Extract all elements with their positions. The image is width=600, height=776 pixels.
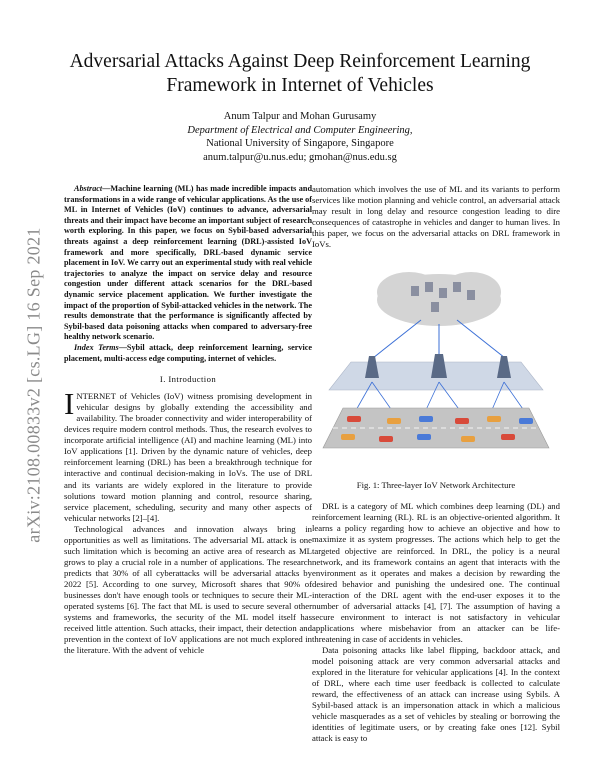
figure-caption: Fig. 1: Three-layer IoV Network Architecture [356, 480, 516, 491]
figure-1 [312, 262, 560, 491]
dropcap: I [64, 386, 75, 422]
vehicle-icon [455, 418, 469, 424]
author-names: Anum Talpur and Mohan Gurusamy [223, 111, 377, 122]
author-block [40, 110, 560, 164]
right-paragraph-1: automation which involves the use of ML and its variants to perform services like motion planning and vehicle control, an adversarial attack may result in long delay and resource congestion leading to dire consequences of catastrophe in vehicles and danger to human lives. In this paper, we focus on the adversarial attacks on DRL framework in IoVs. [312, 184, 560, 250]
abstract-paragraph [64, 184, 312, 343]
cloud-edge-links [373, 320, 505, 358]
title-line-2: Framework in Internet of Vehicles [166, 75, 434, 96]
vehicle-icon [379, 436, 393, 442]
index-terms [64, 343, 312, 364]
intro-paragraph-1-text: NTERNET of Vehicles (IoV) witness promising development in vehicular designs by globally extending the accessibility and availability. The broader connectivity and wider interoperability of devices require modern control methods. Thus, the research evolves to incorporate artificial intelligence (AI) and machine learning (ML) into IoV applications [1]. Driven by the dynamic nature of vehicles, deep reinforcement learning (DRL) has been a breakthrough technique for interactive and continual decision-making in IoVs. The use of DRL and its variants are widely explored in the literature to provide solutions toward motion planning and control, resource sharing, service placement, scheduling, security and many other aspects of vehicular networks [2]–[4]. [64, 391, 312, 523]
abstract-label: Abstract [74, 184, 103, 193]
arxiv-id: arXiv:2108.00833v2 [cs.LG] 16 Sep 2021 [23, 227, 44, 543]
right-paragraph-3: Data poisoning attacks like label flipping, backdoor attack, and model poisoning attack are very common adversarial attacks and explored in the literature for vehicular applications [4]. In the context of DRL, where each time user feedback is collected to calculate reward, the effectiveness of an attack can increase using Sybils. A Sybil-based attack is an impersonation attack in which a malicious vehicle masquerades as a set of vehicles by stealing or borrowing the identities of legitimate users, or by creating fake ones [12]. Sybil attack is easy to [312, 644, 560, 744]
server-icon [431, 302, 439, 312]
abstract [64, 184, 312, 364]
vehicle-icon [341, 434, 355, 440]
iov-architecture-diagram [321, 262, 551, 470]
vehicle-icon [487, 416, 501, 422]
section-heading: I. Introduction [159, 374, 217, 385]
author-university: National University of Singapore, Singapore [206, 138, 394, 149]
link-line [457, 320, 505, 358]
server-icon [425, 282, 433, 292]
vehicle-icon [347, 416, 361, 422]
intro-paragraph-1 [64, 386, 312, 524]
index-terms-text: —Sybil attack, deep reinforcement learning, service placement, multi-access edge computing, internet of vehicles. [64, 342, 312, 363]
vehicle-icon [461, 436, 475, 442]
vehicle-icon [417, 434, 431, 440]
tower-icon [497, 356, 511, 378]
author-department: Department of Electrical and Computer Engineering, [187, 124, 413, 136]
index-terms-label: Index Terms [74, 342, 119, 352]
vehicle-icon [419, 416, 433, 422]
right-column [312, 184, 560, 744]
left-column [64, 184, 312, 656]
server-icon [439, 288, 447, 298]
abstract-text: —Machine learning (ML) has made incredible impacts and transformations in a wide range of vehicular applications. As the use of ML in Internet of Vehicles (IoV) continues to advance, adversarial threats and their impact have become an important subject of research worth exploring. In this paper, we focus on Sybil-based adversarial threats against a deep reinforcement learning (DRL)-assisted IoV framework and more specifically, DRL-based dynamic service placement in IoV. We carry out an experimental study with real vehicle trajectories to analyze the impact on service delay and resource congestion under different attack scenarios for the DRL-based dynamic service placement application. We further investigate the impact of the proportion of Sybil-attacked vehicles in the network. The results demonstrate that the performance is significantly affected by Sybil-based data poisoning attacks when compared to adversary-free healthy network scenario. [64, 184, 312, 342]
title-line-1: Adversarial Attacks Against Deep Reinforcement Learning [69, 51, 531, 72]
paper-title [40, 50, 560, 98]
author-emails: anum.talpur@u.nus.edu; gmohan@nus.edu.sg [203, 151, 397, 163]
tower-icon [431, 354, 447, 378]
tower-icon [365, 356, 379, 378]
vehicle-icon [519, 418, 533, 424]
arxiv-stamp [14, 195, 54, 575]
vehicle-icon [387, 418, 401, 424]
vehicle-icon [501, 434, 515, 440]
intro-paragraph-2: Technological advances and innovation always bring in opportunities as well as limitations. The adversarial ML attack is one such limitation which is becoming an active area of research as ML grows to play a crucial role in a number of applications. The research predicts that 30% of all cyberattacks will be adversarial attacks by 2022 [5]. According to one survey, Microsoft shares that 90% of businesses don't have enough tools or techniques to secure their ML-operated systems [6]. The fact that ML is used to secure several other systems and frameworks, the security of the ML model itself has received little attention. Such attacks, their impact, their detection and prevention in the context of IoV applications are not much explored in the literature. With the advent of vehicle [64, 523, 312, 656]
server-icon [453, 282, 461, 292]
right-paragraph-2: DRL is a category of ML which combines deep learning (DL) and reinforcement learning (RL). RL is an objective-oriented algorithm. It learns a policy regarding how to achieve an objective and how to maximize it as system progresses. The actions which help to get the targeted objective are reinforced. In DRL, the policy is a neural network, and its framework contains an agent that interacts with the environment as it operates and makes a decision by rewarding the desired behavior and punishing the undesired one. The continual interaction of the DRL agent with the end-user exposes it to the number of adversarial attacks [4], [7]. The assumption of having a secure environment to interact is not satisfactory in vehicular applications where misbehavior from an attacker can be life-threatening in case of accidents in vehicles. [312, 501, 560, 644]
server-icon [467, 290, 475, 300]
server-icon [411, 286, 419, 296]
link-line [373, 320, 421, 358]
